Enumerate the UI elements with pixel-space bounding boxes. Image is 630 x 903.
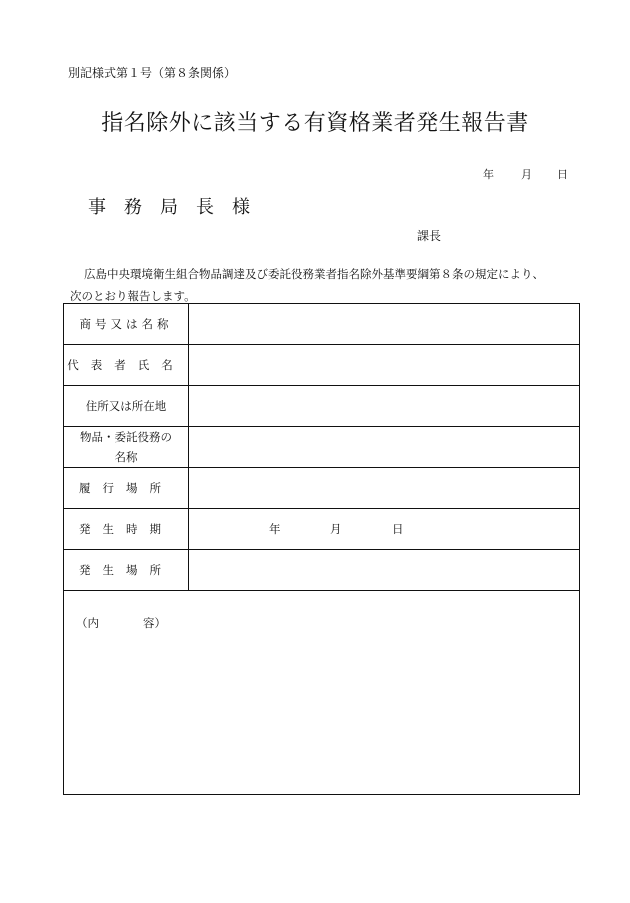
row-item-name <box>64 427 579 468</box>
document-title: 指名除外に該当する有資格業者発生報告書 <box>101 111 529 136</box>
body-line-2: 次のとおり報告します。 <box>70 289 196 303</box>
body-text <box>70 263 590 307</box>
contents-label-close: 容） <box>143 616 166 630</box>
occurrence-date-month: 月 <box>330 522 342 536</box>
field-occurrence-place[interactable] <box>189 550 579 590</box>
sender-title: 課長 <box>417 229 442 243</box>
contents-label-open: （内 <box>76 616 99 630</box>
body-line-1: 広島中央環境衛生組合物品調達及び委託役務業者指名除外基準要綱第８条の規定により、 <box>84 267 544 281</box>
label-company-name: 商号又は名称 <box>64 304 189 344</box>
row-occurrence-place <box>64 550 579 591</box>
row-performance-place <box>64 468 579 509</box>
label-occurrence-date: 発生時期 <box>64 509 189 549</box>
label-item-name <box>64 427 189 467</box>
row-occurrence-date <box>64 509 579 550</box>
field-company-name[interactable] <box>189 304 579 344</box>
contents-area[interactable] <box>64 591 579 794</box>
row-company-name <box>64 304 579 345</box>
report-table <box>63 303 580 795</box>
occurrence-date-year: 年 <box>269 522 281 536</box>
row-address <box>64 386 579 427</box>
label-address: 住所又は所在地 <box>64 386 189 426</box>
label-performance-place: 履行場所 <box>64 468 189 508</box>
addressee: 事務局長様 <box>88 197 268 218</box>
field-address[interactable] <box>189 386 579 426</box>
form-reference: 別記様式第１号（第８条関係） <box>68 66 237 80</box>
contents-label <box>76 615 166 631</box>
field-occurrence-date[interactable] <box>189 509 579 549</box>
header-date-day: 日 <box>557 168 568 181</box>
occurrence-date-day: 日 <box>392 522 404 536</box>
label-representative: 代表者氏名 <box>64 345 189 385</box>
field-representative[interactable] <box>189 345 579 385</box>
label-occurrence-place: 発生場所 <box>64 550 189 590</box>
field-performance-place[interactable] <box>189 468 579 508</box>
row-representative <box>64 345 579 386</box>
header-date-month: 月 <box>521 168 532 181</box>
label-item-name-line2: 名称 <box>114 450 138 464</box>
field-item-name[interactable] <box>189 427 579 467</box>
label-item-name-line1: 物品・委託役務の <box>80 430 172 444</box>
header-date-year: 年 <box>483 168 494 181</box>
